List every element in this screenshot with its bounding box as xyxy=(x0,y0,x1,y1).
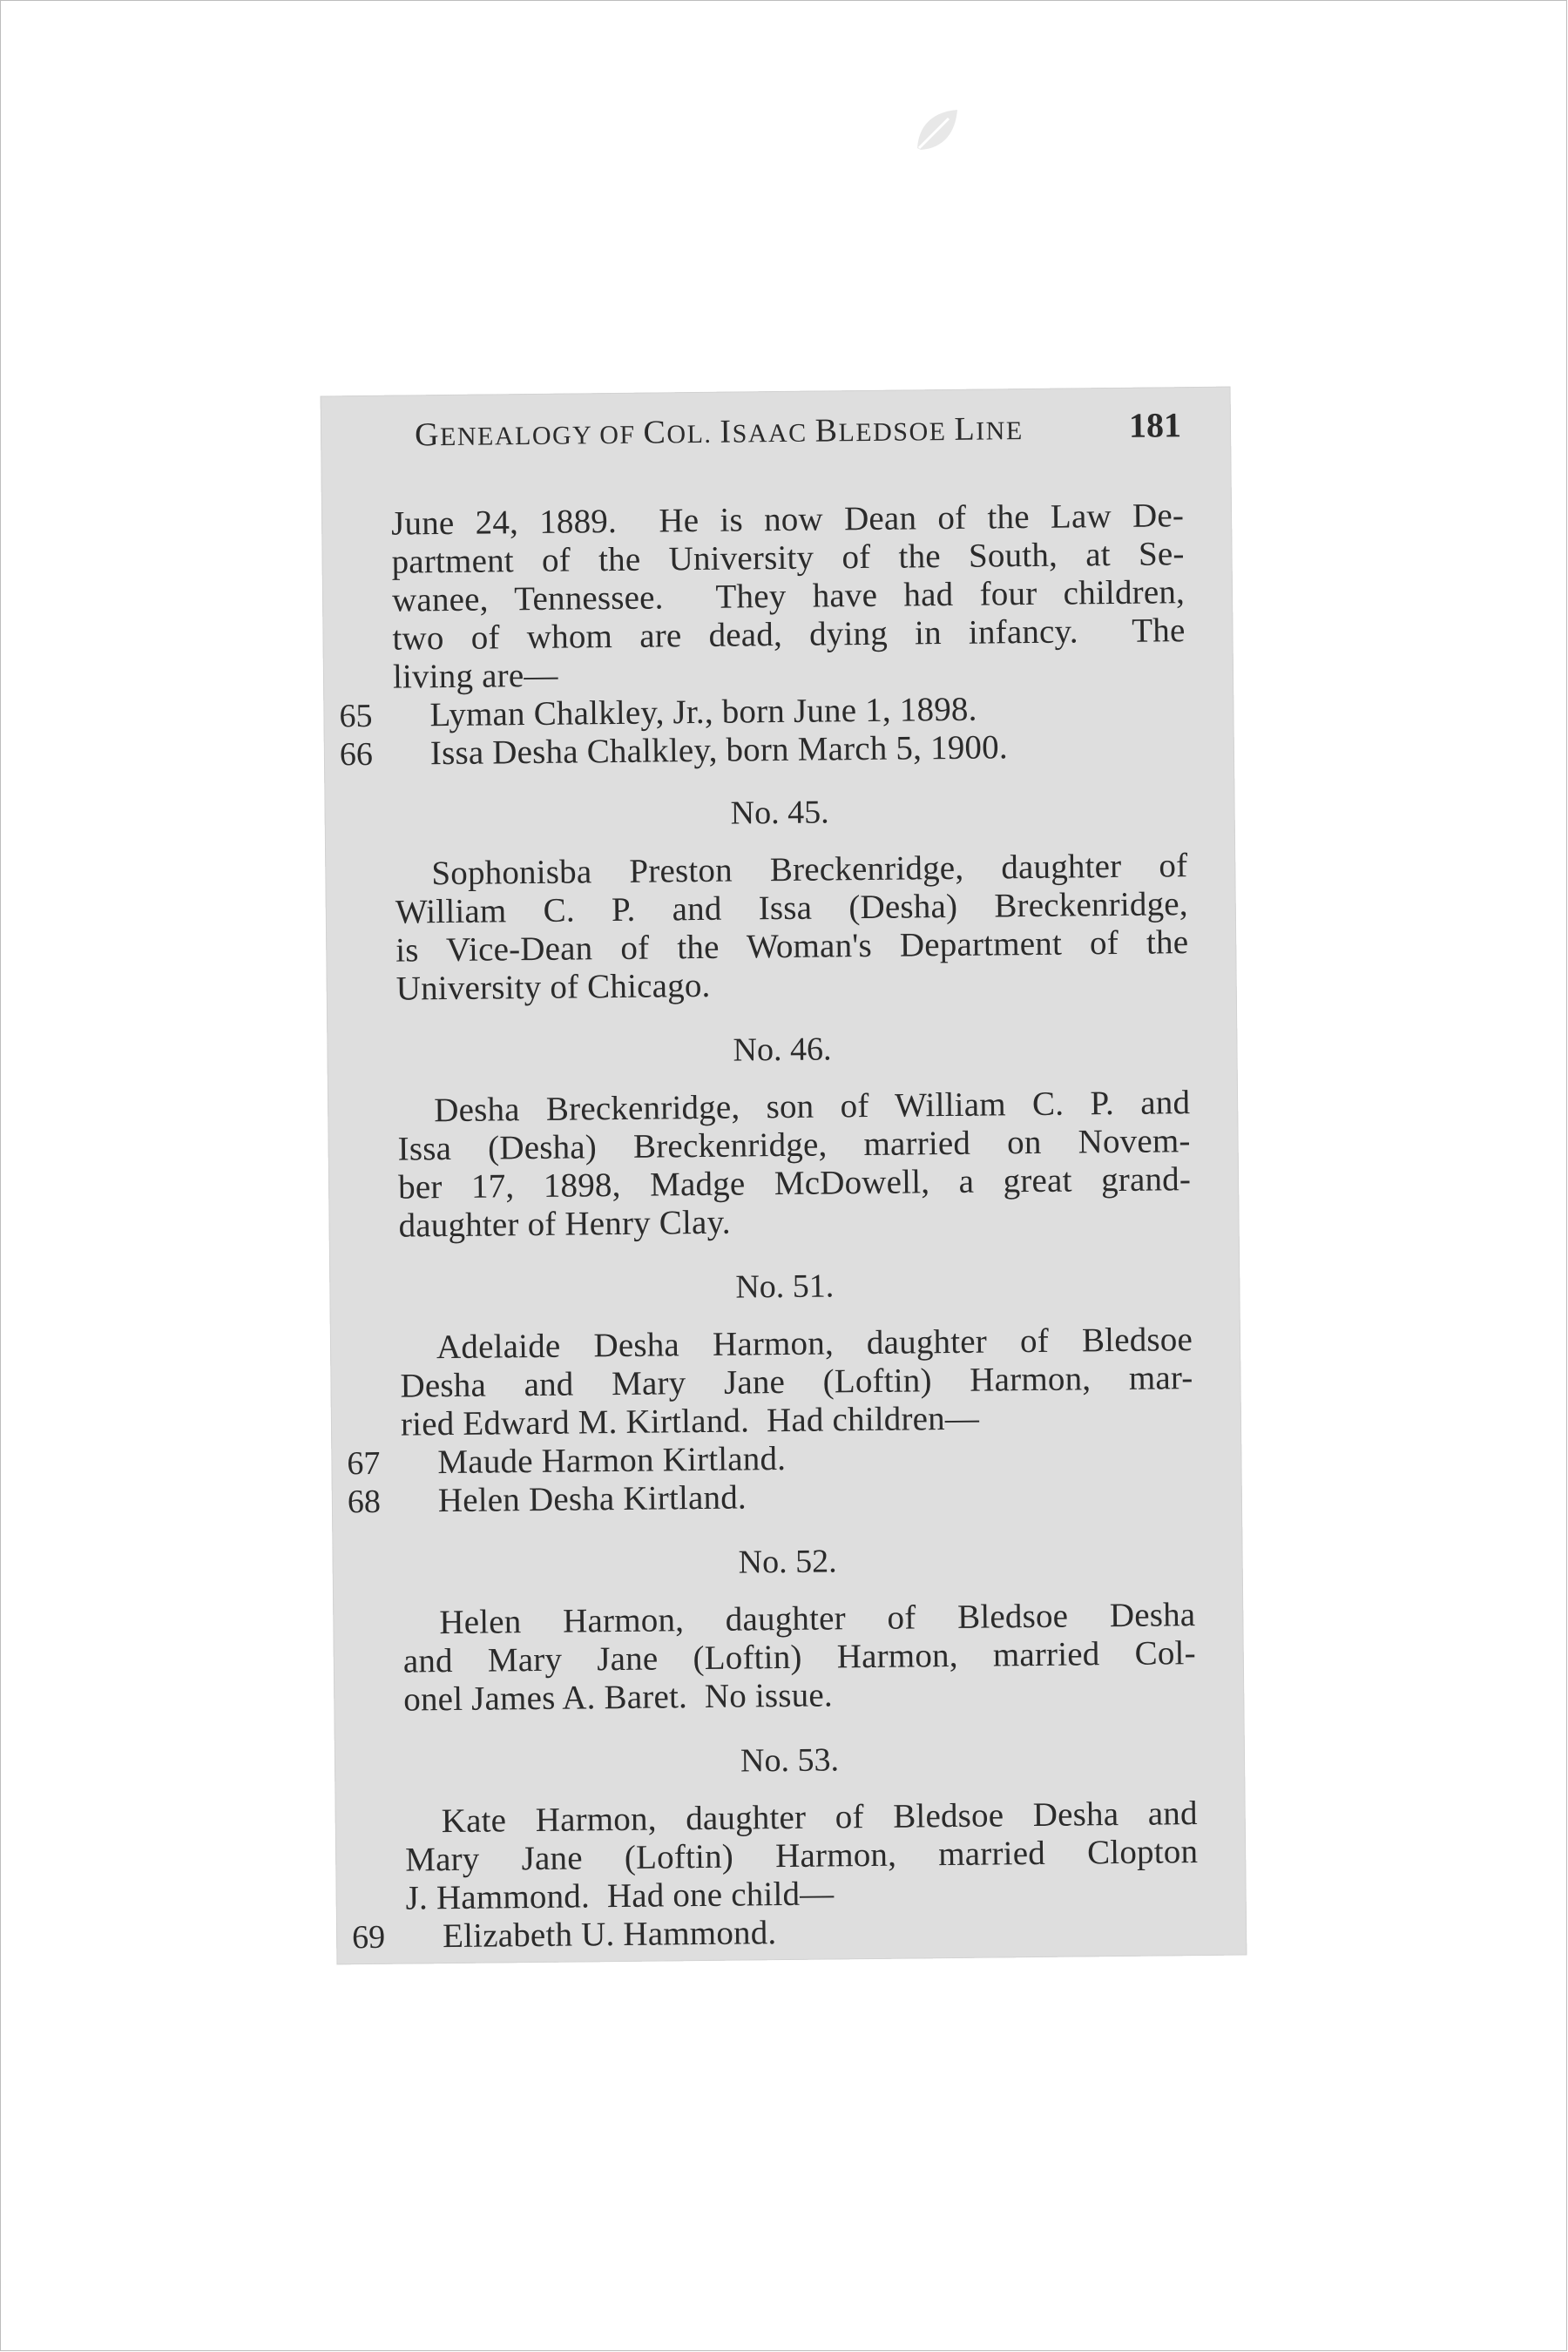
para1-line-5: living are— xyxy=(392,656,558,696)
sec46-line-3: ber 17, 1898, Madge McDowell, a great grand- xyxy=(397,1160,1192,1206)
running-header: GENEALOGY OF COL. ISAAC BLEDSOE LINE xyxy=(414,410,1024,454)
child-entry: Elizabeth U. Hammond. xyxy=(442,1914,777,1956)
child-number: 67 xyxy=(347,1444,381,1483)
para1-line-2: partment of the University of the South, at Se- xyxy=(391,535,1185,581)
page-number: 181 xyxy=(1128,405,1182,445)
sec51-line-1: Adelaide Desha Harmon, daughter of Bledsoe xyxy=(436,1321,1193,1367)
section-heading-46: No. 46. xyxy=(733,1031,832,1069)
child-number: 66 xyxy=(339,735,374,774)
child-entry: Maude Harmon Kirtland. xyxy=(437,1439,787,1482)
sec53-line-1: Kate Harmon, daughter of Bledsoe Desha and xyxy=(441,1794,1198,1841)
leaf-icon xyxy=(910,105,963,157)
sec52-line-3: onel James A. Baret. No issue. xyxy=(403,1676,834,1719)
scanned-page xyxy=(321,387,1247,1965)
child-number: 68 xyxy=(347,1483,382,1521)
sec45-line-4: University of Chicago. xyxy=(395,966,711,1008)
sec53-line-2: Mary Jane (Loftin) Harmon, married Clopton xyxy=(404,1833,1199,1879)
sec46-line-2: Issa (Desha) Breckenridge, married on Novem- xyxy=(397,1122,1191,1168)
child-entry: Issa Desha Chalkley, born March 5, 1900. xyxy=(429,728,1009,773)
child-entry: Lyman Chalkley, Jr., born June 1, 1898. xyxy=(429,690,977,734)
child-number: 69 xyxy=(351,1918,386,1957)
para1-line-4: two of whom are dead, dying in infancy. The xyxy=(392,612,1186,658)
sec51-line-3: ried Edward M. Kirtland. Had children— xyxy=(400,1399,980,1443)
sec46-line-4: daughter of Henry Clay. xyxy=(398,1203,731,1245)
sec45-line-1: Sophonisba Preston Breckenridge, daughter of xyxy=(431,847,1188,893)
para1-line-3: wanee, Tennessee. They have had four children, xyxy=(391,573,1186,619)
sec46-line-1: Desha Breckenridge, son of William C. P. and xyxy=(433,1084,1191,1130)
sec52-line-2: and Mary Jane (Loftin) Harmon, married Col- xyxy=(402,1634,1196,1680)
section-heading-51: No. 51. xyxy=(735,1267,835,1306)
section-heading-53: No. 53. xyxy=(740,1741,840,1780)
sec45-line-2: William C. P. and Issa (Desha) Breckenridge, xyxy=(395,885,1188,931)
para1-line-1: June 24, 1889. He is now Dean of the Law De- xyxy=(390,497,1185,543)
child-number: 65 xyxy=(339,697,373,735)
child-entry: Helen Desha Kirtland. xyxy=(437,1478,747,1520)
sec53-line-3: J. Hammond. Had one child— xyxy=(405,1875,835,1917)
section-heading-45: No. 45. xyxy=(730,794,829,832)
sec51-line-2: Desha and Mary Jane (Loftin) Harmon, mar- xyxy=(400,1359,1193,1405)
section-heading-52: No. 52. xyxy=(738,1543,837,1581)
sec45-line-3: is Vice-Dean of the Woman's Department of the xyxy=(395,923,1189,970)
sec52-line-1: Helen Harmon, daughter of Bledsoe Desha xyxy=(439,1596,1196,1642)
